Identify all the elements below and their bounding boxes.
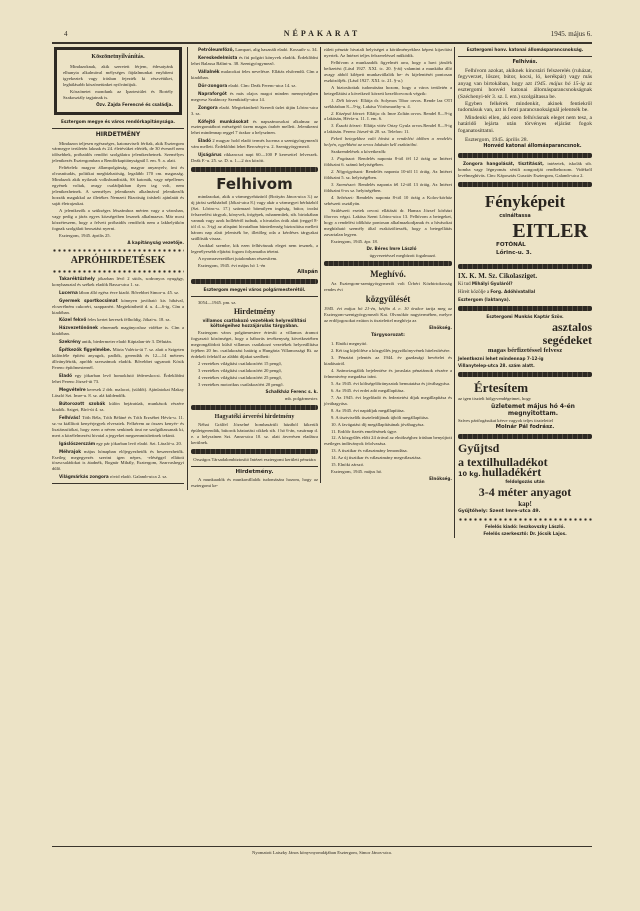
agenda-item: 3. Pénztári jelentés az 1944. év gazdasági bevételei és kiadásairól. <box>324 355 452 366</box>
district-item-lead: 1. Déli körzet: <box>331 97 359 103</box>
classified-ad-lead: Szekrény <box>59 339 81 345</box>
mayor-subtitle: villamos csatlakozó vezetékek helyreállítási költségeihez hozzájárulás tárgyában. <box>202 317 307 329</box>
military-place-date: Esztergom, 1945. április 28. <box>465 136 528 143</box>
agenda-item: 14. Az új tisztikar és választmány megválasztása. <box>331 455 422 461</box>
ornament-divider <box>458 153 592 158</box>
search-line1: IX. K. M. Sz. Cikolasziget. <box>458 272 538 281</box>
textile-line6: kap! <box>518 499 532 508</box>
specialty-item-lead: 3. Szemészet: <box>331 182 357 188</box>
carpenter-issuer: Esztergomi Munkás Kaptár Szöv. <box>486 314 564 320</box>
mayor-p1: Esztergom város polgármestere értesíti a villamos áramot fogyasztó közönséget, hogy a háborús tevékenység következtében megrongálódott külső villamos csatlakozó vezetékek helyreállítása fejében 20 fm. csatlakozási határig a Hungária Villamossági Rt. az érdekelt felektől az alábbi díjakat szedheti: <box>191 330 318 360</box>
textile-line3-a: 10 kg. <box>458 469 481 478</box>
oti-signature-role: ügyvezetéssel megbízott fogalmazó. <box>369 252 437 258</box>
specialty-item-text: Rendelés naponta 8-tól fél 12 óráig az Intézet földszint 6. számú helyiségében. <box>324 156 452 168</box>
ornament-divider <box>458 306 592 311</box>
specialty-item <box>324 195 452 207</box>
military-p3: Mindenki ellen, aki ezen felhívásnak eleget nem tesz, a határidő lejárta után törvényes eljárást fogok foganatosíttatni. <box>458 114 592 134</box>
military-deadline: 1945. május hó 15-ig <box>534 80 585 87</box>
classified-ad <box>52 441 184 447</box>
classified-ad <box>52 339 184 345</box>
felhivom-title: Felhivom <box>216 175 293 194</box>
agenda-item: 11. Erdőőr fizetés emelésének ügye. <box>331 428 398 434</box>
classified-ad-lead: Méhrajok <box>59 448 81 454</box>
classified-ad <box>191 105 318 117</box>
page-number: 4 <box>64 30 68 38</box>
district-item-text: Ellátja vitéz Ortay Gyula orvos.Rendel 8—9-ig a lakásán. Ferenc József-út 20. sz. Telefon: 11. <box>324 123 452 135</box>
specialty-list <box>324 156 452 207</box>
search-line3-a: Híreit közölje a <box>458 290 491 296</box>
classified-ad <box>191 55 318 67</box>
auction-p1: Néhai Grálfel Józselné hombasárüli házából kikerült épületgerendák, bútorok háztartási cikkek stb. f hó 6-án, vasárnap d. e. a helyszínen Szt. Anna-utca 10. sz. alatt árverésen eladásra kerülnek. <box>191 421 318 445</box>
classified-ad-text: elmennék magányoshoz vidékre is. Cím a kiadóban. <box>52 325 184 337</box>
agenda-title: Tárgysorozat: <box>371 333 405 339</box>
police-heading: HIRDETMÉNY <box>95 130 141 138</box>
oti-cont-p1: rületi pénztár hivatali helyiségei a körülményekhez képest kijavítást nyertek. Az Intézet teljes felszereléssel működik. <box>324 47 452 58</box>
military-p1-b: az esztergomi honvéd katonai állomásparancsnokságnak (Széchenyi-tér 3. sz. I. em.) szolgáltassa be. <box>458 80 592 100</box>
photo-line5: Lőrinc-u. 3. <box>496 250 532 257</box>
felhivom-p2: Azokkal szembe, kik ezen felhívásnak eleget nem tesznek, a legerélyesebb eljárást fogom folyamatba tétetni. <box>191 242 318 254</box>
classified-ad-lead: Petróleumfőző, <box>198 47 235 52</box>
classified-ad-lead: Zongora <box>198 104 218 110</box>
textile-line7: Gyűjtőhely: Szent Imre-utca 49. <box>458 508 541 514</box>
carpenter-line3: magas bérfizetéssel felvesz <box>487 347 563 354</box>
fee-item: 3 vezetékes világítási csatlakozóért 20 pengő, <box>198 368 282 374</box>
classified-ad <box>52 373 184 385</box>
thanks-p2: Köszönetet mondunk az Ipartestület és Bortély Szakosztály tagjainak is. <box>63 88 173 100</box>
district-item-lead: 2. Középső körzet: <box>331 110 366 116</box>
ornament-divider <box>191 405 318 410</box>
classified-ad-text: eladó. Megtekinthető Szeredi üzlet útján Lőrinc-utca 3. sz. <box>191 104 318 116</box>
classified-ad <box>191 119 318 137</box>
felhivom-place-date: Esztergom, 1945. évi május hó 1.-én <box>198 262 266 268</box>
textile-line4: feldolgozás után <box>505 478 545 484</box>
piano-lead: Zongora hangolását, tisztítását, <box>463 161 544 167</box>
classified-ad <box>52 298 184 316</box>
felhivom-p3: A nyomravezetőket jutalomban részesítem. <box>198 255 278 261</box>
newspaper-page <box>52 28 592 858</box>
invite-signature: Elnökség. <box>429 476 452 482</box>
auction-title: Hagyatéki árverési hirdetmény <box>214 413 295 420</box>
textile-line2: a textilhulladékot <box>458 454 548 469</box>
invite-title2: közgyűlését <box>365 294 411 305</box>
agenda-item: 12. A közgyűlés előtt 24 órával az elnökséghez írásban benyújtott esetleges indítványok felolvasása. <box>324 435 452 447</box>
district-item <box>324 98 452 110</box>
photo-line1: Fényképeit <box>484 192 566 212</box>
police-p2: Feltételek: magyar állampolgárság, magyar anyanyelv, írni és olvasnitudás, politikai megbízhatóság, legalább 170 cm. magasság. Mindazok akik nyilasok volksbundisták, SS katonák, vagy népellenes egyének voltak, avagy családjukban ilyen tag volt, nem jelentkezhetnek. A személyes jelentkezés alkalmával jelentkezők hozzák magukkal az illetékes Nemzeti Bizottság írásbeli ajánlatát és saját életrajzukat. <box>52 165 184 207</box>
classified-ad-text: és napszámosokat alkalmaz az esztergomtábori mészégető üzem magas órabér mellett. Jelentkezni lehet mindennap reggel 7 órakor a helyszínen. <box>191 118 318 136</box>
classified-ad <box>52 415 184 439</box>
classified-ad-text: és fiú polgári könyvek eladók. Érdeklődni lehet Balassa Bálint-u. 38. Szentgyörgymező. <box>191 54 318 66</box>
military-p2: Egyben felkérek mindenkit, akinek fentiekről tudomásuk van, azt is fenti parancsnokságnál jelentsék be. <box>458 100 592 114</box>
classified-ad-text: eladó. Cím: Deák Ferenc-utca 14. sz. <box>227 82 297 88</box>
newspaper-title: NÉPAKARAT <box>283 29 361 38</box>
military-signature: Honvéd katonai állomásparancsnok. <box>483 144 582 150</box>
carpenter-line1: asztalos <box>552 320 592 334</box>
ornament-divider <box>191 449 318 454</box>
ornament-divider <box>52 249 184 252</box>
publisher-line1: Felelős kiadó: Ieszkovszky László. <box>485 523 565 529</box>
agenda-item: 9. A tisztviselők tiszteletdíjának újbóli megállapítása. <box>331 414 429 420</box>
classified-ad-lead: Lucerna <box>59 289 78 295</box>
specialties-intro: Szakrendelések a következők: <box>331 149 387 155</box>
thanks-signature: Özv. Zajda Ferencné és családja. <box>96 101 173 107</box>
photo-line4: FOTÓNÁL <box>496 242 526 249</box>
police-p1: Mindazon teljesen egészséges, katonaviselt férfiak, akik Esztergom vármegye területén laknak és 24. életévüket elérték, de 30 évesnél nem idősebbek, próbaidős rendőri szolgálatra jelentkezhetnek. Személyes jelentkezés Esztergomban a Rendőrkapitányságnál I. em. 9. a. alatt. <box>52 140 184 164</box>
classified-ad-text: keresek 2 drb. malacot, (süldőt). Ajánlatokat Makay László Szt. Imre-u. 8. sz. alá küldendők. <box>52 386 184 398</box>
divider <box>191 296 318 297</box>
classified-ad <box>191 138 318 150</box>
invite-p2: tartja meg az Esztergom-szentgyörgymezői Kat. Olvasókör nagytermében, melyre az erdőjogosokat ezúton is tisztelettel meghívja az <box>324 306 452 324</box>
classified-ad-text: Mária Valéria-út 7. sz. alatt a Szigeten különféle építési anyagok, padlók, gerendák és 12—14 méteres állványlétrák, apróbb szerszámok eladók. Bővebbet ugyanott Kósik Ferenc építőmesternél. <box>52 347 184 371</box>
classified-ad <box>191 69 318 81</box>
classified-ad-text: és más olajos magot minden mennyiségben megvesz Szalánczy Szentkirály-utca 14. <box>191 90 318 102</box>
agenda-item: 13. A tisztikar és választmány lemondása. <box>331 448 408 454</box>
classified-ad-lead: Takaréktűzhely <box>59 275 95 281</box>
ornament-divider <box>458 264 592 269</box>
agenda-list <box>324 341 452 468</box>
oti-signature-name: Dr. Béres Imre László <box>366 245 417 251</box>
textile-line3-b: hulladékért <box>481 464 542 479</box>
column-2 <box>187 47 318 490</box>
divider <box>52 128 184 129</box>
mayor-signature-name: Schalkház Ferenc s. k. <box>265 388 318 394</box>
classified-ad-lead: Igáslószerszám <box>59 440 96 446</box>
classified-ad <box>52 276 184 288</box>
agenda-item: 5. Az 1945. évi költségelőirányzatok bemutatása és jóváhagyása. <box>331 380 451 386</box>
classified-ad-text: rövid eladó. Galamb-utca 2. sz. <box>108 474 168 480</box>
agenda-item: 7. Az 1945. évi legelőadó és fedeztetési díjak megállapítása és jóváhagyása. <box>324 394 452 406</box>
classified-ad-lead: Bútorozott szobák <box>59 400 106 406</box>
carpenter-line4: Jelentkezni lehet mindennap 7-12-ig <box>458 356 544 361</box>
district-item-text: Ellátja: dr. Imre Zoltán orvos. Rendel 8—9-ig a lakásán, Hévíz-u. 11. I. em. 6. <box>324 110 452 122</box>
thanks-notice <box>54 47 182 115</box>
textile-line1: Gyűjtsd <box>458 440 500 455</box>
issue-date: 1945. május 6. <box>550 30 592 38</box>
carpenter-line5: Villanytelep-utca 28. szám alatt. <box>458 362 535 368</box>
classified-ad <box>52 401 184 413</box>
district-item <box>324 111 452 123</box>
agenda-item: 2. Két tag kijelölése a közgyűlés jegyzőkönyvének hitelesítésére. <box>331 348 451 354</box>
barber-signature: Molnár Pál fodrász. <box>495 423 555 430</box>
search-line2-a: Ki tud <box>458 282 472 288</box>
classified-ad-text: egy jókarban levő homokfutó fédereskocsi. Érdeklődni lehet Ferenc József-út 73. <box>52 373 184 385</box>
barber-p1: az igen tisztelt hölgyvendégeimet, hogy <box>458 395 532 401</box>
district-list <box>324 98 452 136</box>
specialty-item <box>324 182 452 194</box>
classified-ad-text: lábon álló egész évre kiadó. Bővebbet Simor-u. 45. sz. <box>77 289 180 295</box>
classified-ad <box>191 91 318 103</box>
classified-ad-text: antik, biedermeier eladó Káptalan-tér 3. Délután. <box>80 339 172 345</box>
classified-ad-lead: Gyermek sportkocsimat <box>59 297 118 303</box>
mayor-title: Hirdetmény <box>233 306 276 316</box>
police-p3: A jelentkezők a szükséges létszámhoz mérten vagy a városban, vagy pedig a járás egyes községeiben lesznek alkalmazva. Már most közzéteszem, hogy a felvett próbaidős rendőrök nem a lakhelyükön fognak szolgálati beosztást nyerni. <box>52 208 184 231</box>
classified-ad-text: május hónapban előjegyezhetők és beszerezhetők. Esetleg megegyezés szerint igen népes, -eléséggel ellátott törzscsaládokat is átadnék, Bognár Mihály, Esztergom, Szarvashegyi dűlő. <box>52 448 184 472</box>
classified-ad <box>52 325 184 337</box>
classified-ad-lead: Napraforgót <box>198 90 227 96</box>
invite-datetime: 1945. évi május hó 21-én, hétfőn d. e. 10 órakor <box>324 306 424 312</box>
military-p1-a: Felhívom azokat, akiknek kincstári felszerelés (ruházat, fegyverzet, lőszer, bútor, kocsi, ló, kerékpár) vagy más anyag van birtokában, hogy azt <box>458 67 592 87</box>
barber-p2: üzletemet május hó 4-én megnyitottam. <box>491 402 575 417</box>
imprint-footer <box>52 846 592 855</box>
search-line4: Esztergom (laktanya). <box>458 297 511 303</box>
classified-ad-lead: Dör-zongora <box>198 82 228 88</box>
ornament-divider <box>191 279 318 284</box>
fee-item: 2 vezetékes világítási csatlakozóért 15 pengő, <box>198 361 282 367</box>
classified-ad <box>191 152 318 164</box>
classified-ad-lead: Világmárkás zongora <box>59 474 109 480</box>
classified-ad-lead: Megvételre <box>59 386 86 392</box>
barber-p3: Szíves pártfogásukat kérve vagyok teljes tisztelettel <box>458 417 554 423</box>
search-line2-b: Mihályi Gyuláról? <box>471 281 513 287</box>
classified-ad-text: 2 magyar hold eladó termés lucerna a szentgyörgymezői vám mellett. Érdeklődni lehet Bercsényi-u. 2. Szentgyörgymező. <box>191 138 318 150</box>
police-issuer: Esztergom megye és város rendőrkapitánysága. <box>61 118 175 124</box>
classified-ad-text: könnyen javítható kis hibával, elcserélném cukorért, szappanért. Megtekinthető d. u. 4—6-ig. Cím a kiadóban. <box>52 297 184 315</box>
column-1 <box>52 47 184 487</box>
classified-ad-lead: Ujságárus <box>198 152 222 158</box>
classified-ad <box>191 47 318 53</box>
classified-ad <box>52 290 184 296</box>
agenda-item: 10. A favágatási díj megállapításának jóváhagyása. <box>331 421 425 427</box>
classified-ad-lead: Eladó <box>198 138 211 144</box>
specialty-item-text: Rendelés naponta fél 12-től 13 óráig. Az Intézet földszint 6-os sz. helyiségében. <box>324 182 452 193</box>
mayor-issuer: Esztergom megyei város polgármesterétől. <box>203 286 306 292</box>
oti-note: Fekvő betegekhez való hívást a rendelési időben a rendelés helyén, egyébként az orvos lakásán kell eszközölni. <box>324 136 452 148</box>
classified-ad-text: malacokat feles nevelésre. Ellátás elsőrendű. Cím a kiadóban. <box>191 68 318 80</box>
invite-title: Meghívó. <box>370 269 406 280</box>
mayor-signature-role: mb. polgármester. <box>284 395 318 401</box>
classifieds-title: APRÓHIRDETÉSEK <box>70 254 166 266</box>
oti-issuer: Országos Társadalombiztosító Intézet esztergomi kerületi pénztára <box>193 456 316 462</box>
specialty-item-lead: 2. Nőgyógyászat: <box>331 169 364 175</box>
classified-ad <box>52 317 184 323</box>
classified-ad-text: feles kertet keresek félholdig. Jókai-u. 18. sz. <box>86 317 171 323</box>
piano-text: intézetek, iskolák stb. bomba vagy légnyomás sérült zongoráját rendbehozom. Vidékről levélmeghívás. Cím: Káposztás Gusztáv Esztergom, Galamb-utca 2. <box>458 161 593 179</box>
district-item-lead: 3. Északi körzet: <box>331 123 363 129</box>
photo-line3: EITLER <box>512 220 588 243</box>
divider <box>52 483 184 484</box>
specialty-item <box>324 156 452 168</box>
oti-p4: Szülészeti esetek orvosi ellátását dr. Hamza József kórházi főorvos végzi. Lakása Szent Lőrinc-utca 13. Felhívom a betegeket, hogy a rendelési időkhöz pontosan alkalmazkodjanak és a hívásokat megbízható személy által eszközöltessék, hogy a betegellátás zavartalan legyen. <box>324 207 452 237</box>
photo-line2: csináltassa <box>499 213 531 220</box>
invite-place-date: Esztergom, 1945. május hó. <box>331 469 383 475</box>
imprint-text: Nyomatott Laiszky János könyvnyomdájában Esztergom, Simor János-utca. <box>252 850 392 855</box>
thanks-title: Köszönetnyilvánítás. <box>91 54 145 60</box>
classified-ad-lead: Kőfejtő munkásokat <box>198 118 249 124</box>
publisher-line2: Felelős szerkesztő: Dr. Jócsik Lajos. <box>483 530 567 536</box>
oti-p1: A munkaadók és munkavállalók tudomására hozom, hogy az esztergomi ke- <box>191 476 318 488</box>
specialty-item-lead: 1. Fogászat: <box>331 156 356 162</box>
specialty-item-text: Rendelés naponta 10-től 11 óráig. Az Intézet földszint 5. sz. helyiségében. <box>324 169 452 181</box>
ornament-divider <box>458 518 592 521</box>
agenda-item: 6. Az 1945. évi erdei adó megállapítása. <box>331 387 405 393</box>
invite-p1: Az Esztergom-szentgyörgymezői volt Úrbéri Közbirtokosság rendes évi <box>324 281 452 293</box>
specialty-item <box>324 169 452 181</box>
textile-line5: 3-4 méter anyagot <box>478 484 572 499</box>
classified-ad-lead: Eladó <box>59 373 72 379</box>
classified-ad-text: rikkancsot napi 60—100 P keresettel felveszek. Deák F.-u. 25. sz. D. u. 1—2 óra között. <box>191 152 318 164</box>
classified-ad-lead: Felhívás! <box>59 414 81 420</box>
oti-cont-p2: Felhívom a munkaadók figyelmét arra, hogy a havi járulék befizetést (Lásd 1927. XXI. tc. 20. §-át) valamint a munkába álló avagy abból kilépett munkavállalók be- és kijelentését pontosan eszközöljék. (Lásd 1927. XXI. tc. 21. §-a.) <box>324 59 452 83</box>
agenda-item: 15. Elnöki zárszó. <box>331 462 365 468</box>
classifieds-list <box>52 276 184 481</box>
thanks-p1: Mindazoknak, akik szeretett férjem, édesatyánk elhunyta alkalmával mélységes fájdalmunkat enyhíteni igyekeztek vagy írásban fejezték ki részvétüket, leghálásabb köszönetünket nyilvánítjuk. <box>63 63 173 87</box>
carpenter-line2: segédeket <box>542 333 592 347</box>
classified-ad-lead: Építkezők figyelmébe. <box>59 347 112 353</box>
search-line3-b: Forg. Adóhivatallal <box>490 289 536 295</box>
district-item <box>324 123 452 135</box>
fee-item: 3 vezetékes motorikus csatlakozóért 20 pengő. <box>198 382 284 388</box>
classified-ad <box>191 83 318 89</box>
oti-place-date: Esztergom, 1945. ápr. 18. <box>331 238 378 244</box>
agenda-item: 8. Az 1945. évi napidíjak megállapítása. <box>331 407 405 413</box>
classified-ad <box>52 347 184 371</box>
military-issuer: Esztergomi honv. katonai állomásparancsnokság. <box>466 47 584 52</box>
agenda-item: 4. Számvizsgálók bejelentése és javaslata pénztárnok részére a felmentvény megadása iránt. <box>324 367 452 379</box>
district-item-text: Ellátja dr. Solymos Tibor orvos. Rende laz OTI székházban 8—9-ig. Lakása Vörösmarthy-u. 4. <box>324 97 452 109</box>
photo-ad <box>458 190 592 261</box>
classified-ad-lead: Vállalnék <box>198 68 220 74</box>
classified-ad-text: Tóth Béla, Tóth Béláné és Tóth Erzsébet Hévíz-u. 11. sz.-ra kiállított kenyérjegyek elvesztek. Felkérem az összes kenyér- és lisztárusítókat, hogy ezen a néven senkinek árut ne szolgáltassanak ki, mert a közélelmezési hivatal a jegyeket megsemmisítettnek tekinti. <box>52 414 184 438</box>
divider <box>458 56 592 57</box>
ornament-divider <box>458 182 592 187</box>
classified-ad-text: egy pár jókarban levő eladó. Szt. László-u. 20. <box>95 440 182 446</box>
classified-ad-lead: Közel fekvő <box>59 317 87 323</box>
mayor-ref: 3054—1945. pm. sz. <box>198 299 237 305</box>
agenda-item: 1. Elnöki megnyitó. <box>331 341 368 347</box>
classified-ad <box>52 449 184 473</box>
police-place-date: Esztergom, 1945. április 25. <box>59 232 111 238</box>
specialty-item-text: Rendelés naponta 8-tól 10 óráig a Kolos-kórház sebészeti osztályán. <box>324 194 453 206</box>
ornament-divider <box>324 261 452 266</box>
fee-item: 4 vezetékes világítási csatlakozóért 25 pengő, <box>198 375 282 381</box>
military-title: Felhívás. <box>512 58 538 65</box>
felhivom-p1: mindazokat, akik a vármegyeházáról (Bottyán János-utca 3.) az új járási székházból (Jókai-utca 8.) vagy akár a vármegyei bérházból (Szt. Lőrinc-u. 17.) származó bármilyen ingóság, bútor, irodai felszerelési tárgyak, könyvek, írógépek, ruhaneműek, stb. birtokában vannak vagy azok hollétéről tudnak, a hivatalos órák alatt (reggel 8-tól d. u. 3-ig) az alispáni hivatalban büntetlenség biztosítása mellett három nap alatt jelentsék be, illetőleg oda a kérdéses tárgyakat szállítsák vissza. <box>191 194 318 241</box>
oti-cont-p3: A biztosítottak tudomására hozom, hogy a város területén a betegellátást a következő körzeti kezelőorvosok végzik: <box>324 84 452 96</box>
classified-ad-lead: Kereskedelmista <box>198 54 238 60</box>
ornament-divider <box>52 270 184 273</box>
fee-list <box>191 361 318 388</box>
masthead <box>52 28 592 44</box>
classified-ad <box>52 387 184 399</box>
oti-title: Hirdetmény. <box>235 468 274 475</box>
classified-ad-text: külön bejáratúak, munkások részére kiadók. Sziget, Bíró-út 4. sz. <box>52 400 184 412</box>
specialty-item-lead: 4. Sebészet: <box>331 194 354 200</box>
ornament-divider <box>458 372 592 377</box>
divider <box>191 466 318 467</box>
classified-ad-text: Lampart, alig használt eladó. Kossuth- u. 34. <box>234 47 318 52</box>
classifieds-list <box>191 47 318 164</box>
classified-ad-lead: Házvezetőnőnek <box>59 325 98 331</box>
column-4 <box>454 47 592 538</box>
invite-board: Elnökség. <box>429 325 452 331</box>
column-3 <box>320 47 452 483</box>
felhivom-signature: Alispán <box>297 268 318 275</box>
ornament-divider <box>458 434 592 439</box>
ornament-divider <box>191 167 318 172</box>
classified-ad <box>52 474 184 480</box>
police-signature: A kapitányság vezetője. <box>127 239 184 245</box>
classified-ad-text: jókarban lévő 2 sütős, sodronyos nyugágy, konyhaasztal és székek eladók Bassa-utca 1. sz. <box>52 275 184 287</box>
barber-title: Értesítem <box>474 379 529 395</box>
